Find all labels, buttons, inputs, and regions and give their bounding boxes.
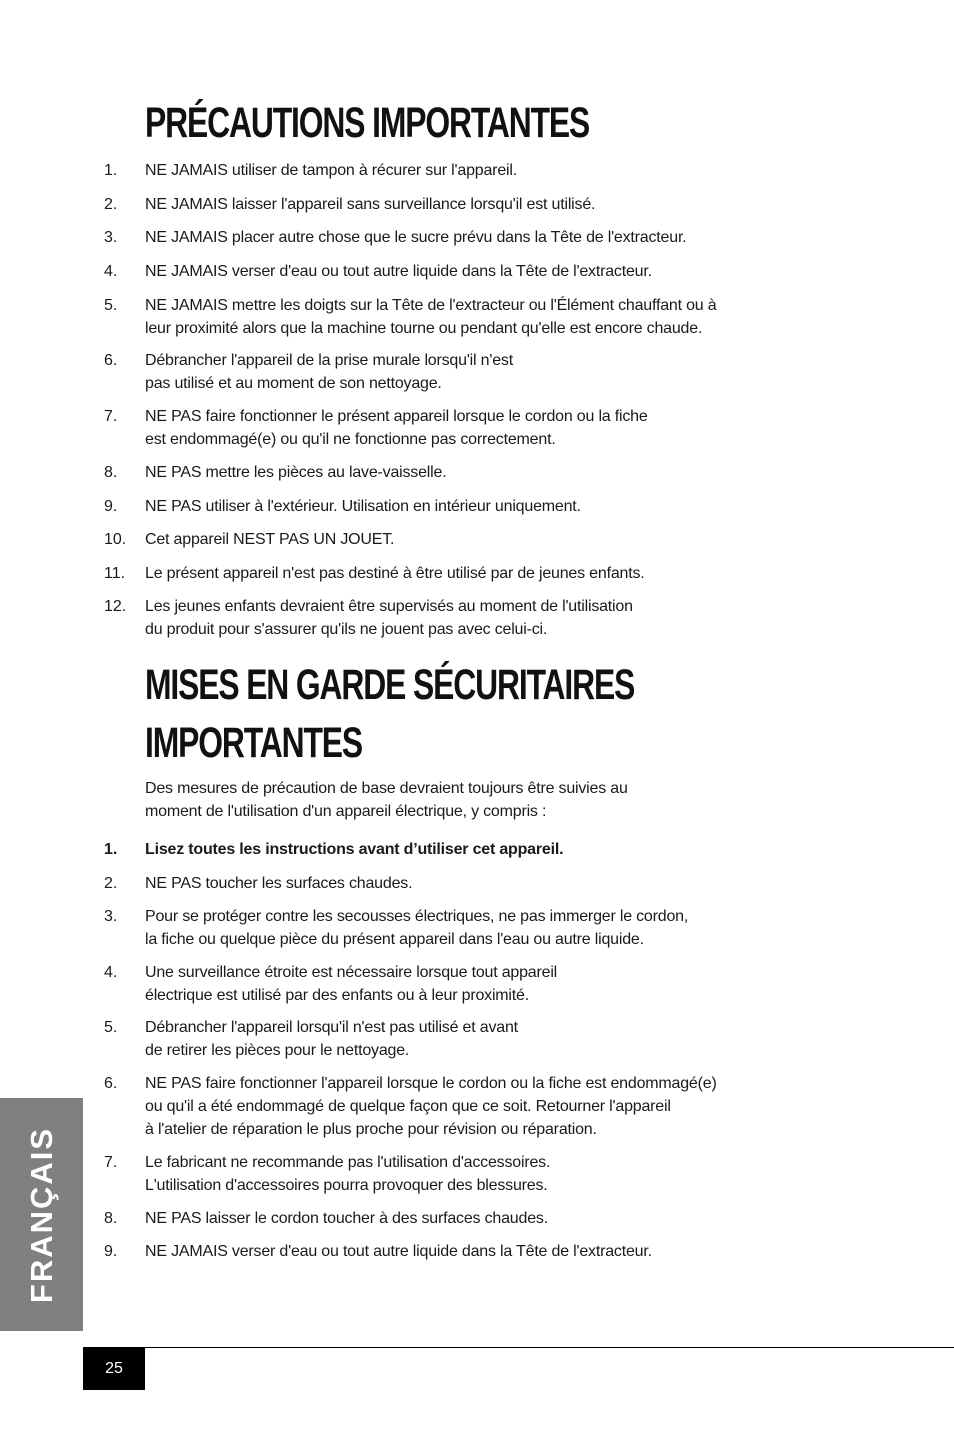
item-text: NE PAS laisser le cordon toucher à des surfaces chaudes. bbox=[145, 1210, 548, 1227]
item-number: 4. bbox=[104, 964, 118, 981]
item-number: 2. bbox=[104, 875, 118, 892]
item-number: 4. bbox=[104, 263, 118, 280]
item-number: 5. bbox=[104, 297, 118, 314]
item-text: NE JAMAIS verser d'eau ou tout autre liquide dans la Tête de l'extracteur. bbox=[145, 263, 652, 280]
item-text: NE JAMAIS placer autre chose que le sucre prévu dans la Tête de l'extracteur. bbox=[145, 229, 687, 246]
item-text: Débrancher l'appareil lorsqu'il n'est pas utilisé et avant de retirer les pièces pour le nettoyage. bbox=[145, 1019, 518, 1059]
item-text: NE JAMAIS utiliser de tampon à récurer sur l'appareil. bbox=[145, 162, 517, 179]
item-number: 8. bbox=[104, 464, 118, 481]
language-label: FRANÇAIS bbox=[23, 1126, 59, 1303]
item-text: NE JAMAIS mettre les doigts sur la Tête de l'extracteur ou l'Élément chauffant ou à leur proximité alors que la machine tourne ou pendant qu'elle est encore chaude. bbox=[145, 297, 717, 337]
item-text: NE PAS mettre les pièces au lave-vaisselle. bbox=[145, 464, 447, 481]
language-side-tab bbox=[0, 1098, 83, 1331]
item-text: Le présent appareil n'est pas destiné à être utilisé par de jeunes enfants. bbox=[145, 565, 645, 582]
item-text: NE PAS faire fonctionner l'appareil lorsque le cordon ou la fiche est endommagé(e) ou qu'il a été endommagé de quelque façon que ce soit. Retourner l'appareil à l'atelier de réparation le plus proche pour révision ou réparation. bbox=[145, 1075, 717, 1138]
item-number: 12. bbox=[104, 598, 127, 615]
item-number: 11. bbox=[104, 565, 126, 582]
footer-rule bbox=[83, 1347, 954, 1348]
item-number: 5. bbox=[104, 1019, 118, 1036]
page-number: 25 bbox=[83, 1348, 145, 1390]
item-text: Débrancher l'appareil de la prise murale lorsqu'il n'est pas utilisé et au moment de son nettoyage. bbox=[145, 352, 513, 392]
item-text: NE PAS utiliser à l'extérieur. Utilisation en intérieur uniquement. bbox=[145, 498, 581, 515]
item-number: 3. bbox=[104, 229, 118, 246]
item-number: 9. bbox=[104, 1243, 118, 1260]
item-number: 6. bbox=[104, 1075, 118, 1092]
item-text: Cet appareil NEST PAS UN JOUET. bbox=[145, 531, 395, 548]
item-text: Les jeunes enfants devraient être supervisés au moment de l'utilisation du produit pour s'assurer qu'ils ne jouent pas avec celui-ci. bbox=[145, 598, 633, 638]
item-text: Pour se protéger contre les secousses électriques, ne pas immerger le cordon, la fiche ou quelque pièce du présent appareil dans l'eau ou autre liquide. bbox=[145, 908, 689, 948]
item-text: Une surveillance étroite est nécessaire lorsque tout appareil électrique est utilisé par des enfants ou à leur proximité. bbox=[145, 964, 558, 1004]
section-heading-safeguards: MISES EN GARDE SÉCURITAIRES IMPORTANTES bbox=[145, 661, 635, 767]
item-number: 2. bbox=[104, 196, 118, 213]
intro-paragraph: Des mesures de précaution de base devraient toujours être suivies au moment de l'utilisation d'un appareil électrique, y compris : bbox=[145, 780, 628, 820]
item-number: 3. bbox=[104, 908, 118, 925]
item-text: NE JAMAIS laisser l'appareil sans surveillance lorsqu'il est utilisé. bbox=[145, 196, 596, 213]
item-text: NE PAS faire fonctionner le présent appareil lorsque le cordon ou la fiche est endommagé(e) ou qu'il ne fonctionne pas correctement. bbox=[145, 408, 648, 448]
section-heading-precautions: PRÉCAUTIONS IMPORTANTES bbox=[145, 99, 590, 147]
item-number: 8. bbox=[104, 1210, 118, 1227]
item-number: 9. bbox=[104, 498, 118, 515]
item-number: 7. bbox=[104, 408, 118, 425]
item-text: NE PAS toucher les surfaces chaudes. bbox=[145, 875, 413, 892]
item-text: NE JAMAIS verser d'eau ou tout autre liquide dans la Tête de l'extracteur. bbox=[145, 1243, 652, 1260]
item-number: 1. bbox=[104, 841, 118, 858]
item-number: 1. bbox=[104, 162, 118, 179]
item-number: 6. bbox=[104, 352, 118, 369]
item-number: 7. bbox=[104, 1154, 118, 1171]
item-text: Lisez toutes les instructions avant d’utiliser cet appareil. bbox=[145, 841, 564, 858]
item-text: Le fabricant ne recommande pas l'utilisation d'accessoires. L'utilisation d'accessoires pourra provoquer des blessures. bbox=[145, 1154, 551, 1194]
item-number: 10. bbox=[104, 531, 127, 548]
